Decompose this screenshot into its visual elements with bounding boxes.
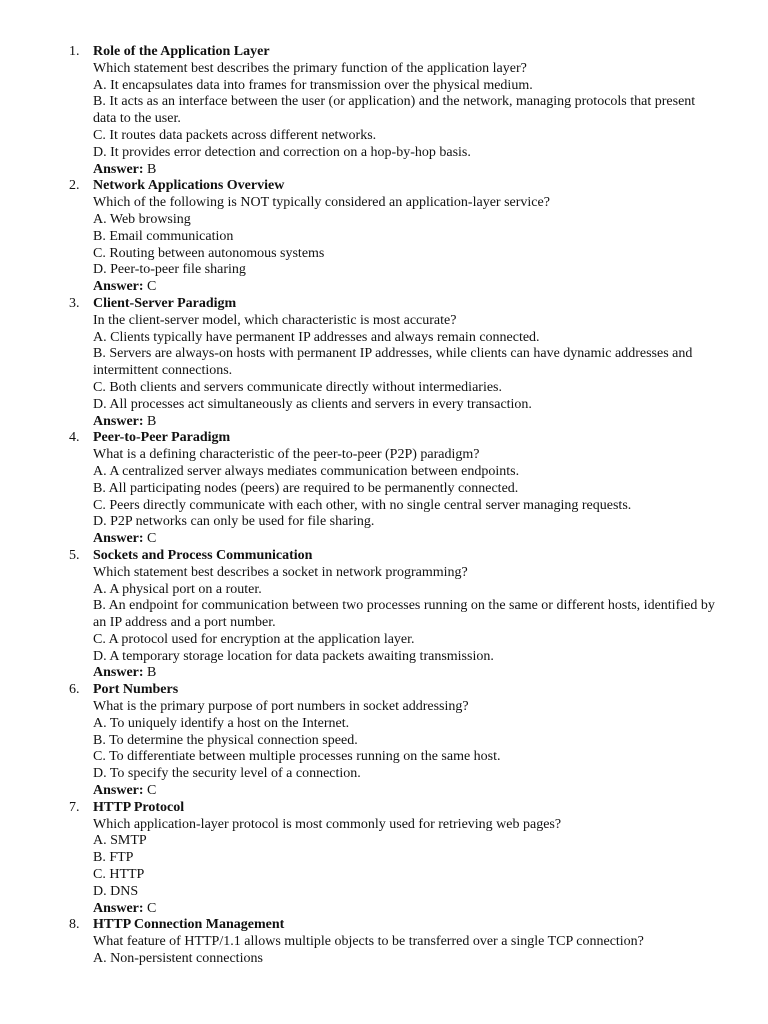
option-d: D. DNS	[93, 883, 139, 899]
question-prompt: Which statement best describes the primary function of the application layer?	[93, 60, 527, 76]
question-prompt: What is a defining characteristic of the peer-to-peer (P2P) paradigm?	[93, 447, 480, 463]
question-prompt: Which of the following is NOT typically considered an application-layer service?	[93, 195, 550, 211]
answer-line	[93, 279, 718, 296]
option-a: A. SMTP	[93, 833, 147, 849]
question-2	[0, 178, 768, 296]
option-b: B. An endpoint for communication between two processes running on the same or different hosts, identified by an IP address and a port number.	[93, 598, 715, 631]
answer-line	[93, 783, 718, 800]
question-8	[0, 917, 768, 967]
option-b: B. Servers are always-on hosts with permanent IP addresses, while clients can have dynamic addresses and intermittent connections.	[93, 346, 693, 379]
answer-value: B	[147, 161, 157, 177]
option-d: D. It provides error detection and correction on a hop-by-hop basis.	[93, 144, 471, 160]
question-number: 8.	[69, 917, 80, 933]
question-3	[0, 296, 768, 430]
answer-label: Answer:	[93, 161, 144, 177]
question-title: Sockets and Process Communication	[93, 547, 313, 563]
option-a: A. Web browsing	[93, 211, 191, 227]
answer-value: C	[147, 783, 157, 799]
answer-line	[93, 162, 718, 179]
option-a: A. It encapsulates data into frames for transmission over the physical medium.	[93, 77, 533, 93]
option-a: A. Clients typically have permanent IP addresses and always remain connected.	[93, 329, 540, 345]
answer-line	[93, 901, 718, 918]
question-title: Peer-to-Peer Paradigm	[93, 430, 231, 446]
option-d: D. P2P networks can only be used for file sharing.	[93, 514, 375, 530]
option-c: C. Routing between autonomous systems	[93, 245, 325, 261]
option-a: A. A centralized server always mediates communication between endpoints.	[93, 463, 520, 479]
question-7	[0, 800, 768, 918]
option-c: C. Both clients and servers communicate directly without intermediaries.	[93, 379, 503, 395]
question-6	[0, 682, 768, 800]
question-prompt: In the client-server model, which characteristic is most accurate?	[93, 312, 457, 328]
answer-label: Answer:	[93, 900, 144, 916]
question-prompt: Which statement best describes a socket in network programming?	[93, 564, 468, 580]
question-title: Role of the Application Layer	[93, 44, 270, 59]
answer-value: B	[147, 665, 157, 681]
option-c: C. Peers directly communicate with each other, with no single central server managing requests.	[93, 497, 632, 513]
question-number: 7.	[69, 799, 80, 815]
question-prompt: Which application-layer protocol is most commonly used for retrieving web pages?	[93, 816, 562, 832]
option-d: D. To specify the security level of a connection.	[93, 766, 361, 782]
question-title: Client-Server Paradigm	[93, 295, 237, 311]
option-a: A. To uniquely identify a host on the Internet.	[93, 715, 350, 731]
option-d: D. A temporary storage location for data packets awaiting transmission.	[93, 648, 494, 664]
option-b: B. All participating nodes (peers) are required to be permanently connected.	[93, 480, 519, 496]
option-b: B. FTP	[93, 850, 134, 866]
question-5	[0, 548, 768, 682]
question-title: Network Applications Overview	[93, 178, 285, 194]
option-a: A. A physical port on a router.	[93, 581, 262, 597]
question-number: 4.	[69, 430, 80, 446]
option-c: C. A protocol used for encryption at the application layer.	[93, 631, 415, 647]
answer-label: Answer:	[93, 413, 144, 429]
answer-value: C	[147, 279, 157, 295]
answer-label: Answer:	[93, 783, 144, 799]
answer-value: C	[147, 531, 157, 547]
question-number: 2.	[69, 178, 80, 194]
question-prompt: What feature of HTTP/1.1 allows multiple objects to be transferred over a single TCP connection?	[93, 934, 644, 950]
question-title: Port Numbers	[93, 682, 179, 698]
answer-line	[93, 531, 718, 548]
option-b: B. It acts as an interface between the user (or application) and the network, managing protocols that present data to the user.	[93, 94, 696, 127]
answer-line	[93, 414, 718, 431]
question-4	[0, 430, 768, 548]
question-number: 6.	[69, 682, 80, 698]
question-title: HTTP Connection Management	[93, 917, 285, 933]
answer-value: C	[147, 900, 157, 916]
answer-label: Answer:	[93, 531, 144, 547]
option-c: C. HTTP	[93, 867, 145, 883]
question-1	[0, 44, 768, 178]
answer-value: B	[147, 413, 157, 429]
question-number: 1.	[69, 44, 80, 59]
option-c: C. It routes data packets across different networks.	[93, 127, 377, 143]
question-title: HTTP Protocol	[93, 799, 185, 815]
question-prompt: What is the primary purpose of port numbers in socket addressing?	[93, 699, 469, 715]
answer-label: Answer:	[93, 665, 144, 681]
option-c: C. To differentiate between multiple processes running on the same host.	[93, 749, 501, 765]
option-d: D. Peer-to-peer file sharing	[93, 262, 246, 278]
question-number: 3.	[69, 295, 80, 311]
option-d: D. All processes act simultaneously as clients and servers in every transaction.	[93, 396, 532, 412]
answer-line	[93, 665, 718, 682]
option-b: B. To determine the physical connection speed.	[93, 732, 358, 748]
question-number: 5.	[69, 547, 80, 563]
answer-label: Answer:	[93, 279, 144, 295]
option-b: B. Email communication	[93, 228, 234, 244]
option-a: A. Non-persistent connections	[93, 951, 263, 967]
quiz-document	[0, 44, 768, 968]
